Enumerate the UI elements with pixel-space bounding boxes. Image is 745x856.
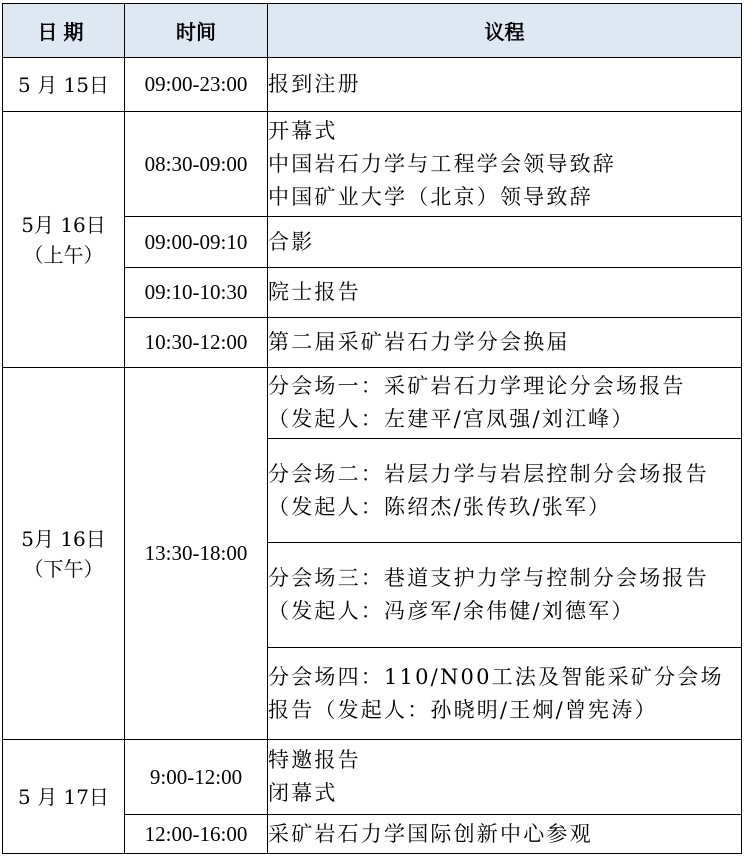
agenda-line: 闭幕式: [268, 781, 338, 805]
agenda-cell: [268, 740, 742, 815]
date-cell: [3, 740, 125, 854]
agenda-cell: [268, 268, 742, 318]
agenda-line: （发起人：陈绍杰/张传玖/张军）: [268, 494, 612, 519]
header-date: 日期: [3, 4, 125, 58]
date-label: 5月 16日: [21, 526, 106, 551]
time-cell: 09:10-10:30: [125, 268, 268, 318]
agenda-line: 报到注册: [268, 72, 361, 96]
agenda-line: 合影: [268, 229, 315, 254]
agenda-line: 院士报告: [268, 280, 361, 304]
date-label: 5 月 17日: [18, 784, 109, 809]
table-row: [3, 58, 742, 112]
agenda-line: （发起人：左建平/宫凤强/刘江峰）: [268, 407, 635, 431]
agenda-cell: [268, 318, 742, 368]
time-cell: 12:00-16:00: [125, 815, 268, 854]
agenda-line: 中国矿业大学（北京）领导致辞: [268, 184, 593, 209]
date-cell: [3, 112, 125, 368]
time-cell: 08:30-09:00: [125, 112, 268, 217]
agenda-table: [2, 3, 742, 854]
table-row: [3, 740, 742, 815]
agenda-line: 采矿岩石力学国际创新中心参观: [268, 821, 593, 846]
date-cell: [3, 368, 125, 740]
date-period: （下午）: [23, 556, 104, 581]
date-label: 5 月 15日: [18, 72, 109, 97]
agenda-line: 开幕式: [268, 118, 338, 143]
agenda-cell: [268, 543, 742, 648]
time-cell: 9:00-12:00: [125, 740, 268, 815]
time-cell: 13:30-18:00: [125, 368, 268, 740]
agenda-line: 分会场三：巷道支护力学与控制分会场报告: [268, 566, 709, 590]
agenda-line: （发起人：冯彦军/余伟健/刘德军）: [268, 599, 635, 623]
agenda-cell: [268, 648, 742, 740]
agenda-cell: [268, 815, 742, 854]
agenda-line: 分会场一：采矿岩石力学理论分会场报告: [268, 374, 686, 398]
table-row: [3, 112, 742, 217]
agenda-line: 分会场二：岩层力学与岩层控制分会场报告: [268, 461, 709, 486]
agenda-line: 特邀报告: [268, 748, 361, 772]
time-cell: 10:30-12:00: [125, 318, 268, 368]
date-cell: [3, 58, 125, 112]
header-agenda: 议程: [268, 4, 742, 58]
header-time: 时间: [125, 4, 268, 58]
agenda-cell: [268, 112, 742, 217]
time-cell: 09:00-23:00: [125, 58, 268, 112]
date-period: （上午）: [23, 242, 104, 267]
table-row: [3, 368, 742, 439]
header-row: [3, 4, 742, 58]
agenda-line: 分会场四：110/N00工法及智能采矿分会场报告（发起人：孙晓明/王炯/曾宪涛）: [268, 664, 724, 722]
agenda-cell: [268, 368, 742, 439]
agenda-cell: [268, 439, 742, 543]
agenda-cell: [268, 217, 742, 268]
agenda-line: 第二届采矿岩石力学分会换届: [268, 330, 570, 354]
agenda-cell: [268, 58, 742, 112]
date-label: 5月 16日: [21, 212, 106, 237]
time-cell: 09:00-09:10: [125, 217, 268, 268]
agenda-line: 中国岩石力学与工程学会领导致辞: [268, 151, 616, 176]
